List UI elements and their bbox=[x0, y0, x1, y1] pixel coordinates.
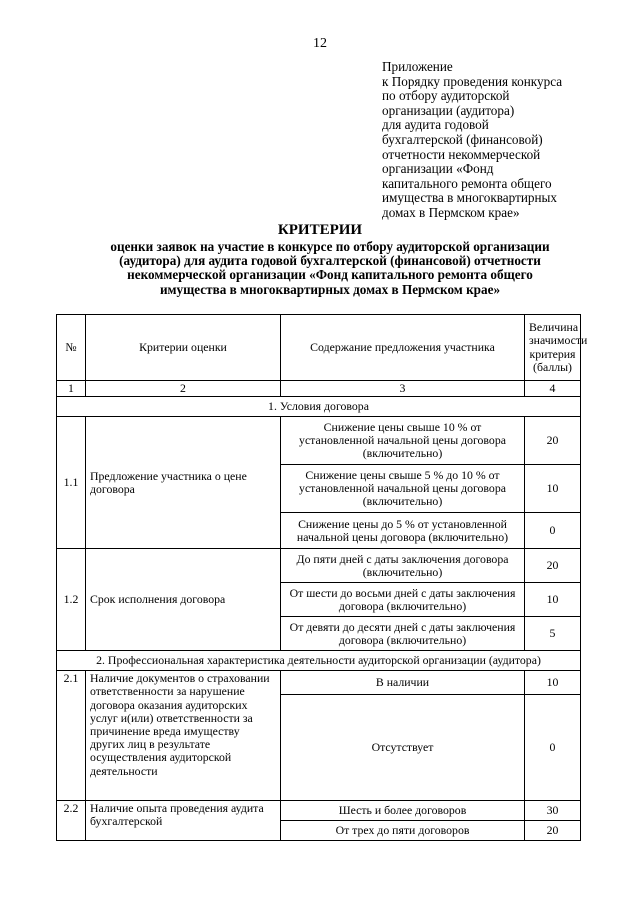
section-row bbox=[57, 397, 581, 417]
row-number: 1.2 bbox=[57, 549, 86, 651]
table-row bbox=[57, 417, 581, 465]
col-number: 3 bbox=[281, 381, 525, 397]
header-criteria: Критерии оценки bbox=[86, 315, 281, 381]
option-score: 5 bbox=[525, 617, 581, 651]
option-text: Шесть и более договоров bbox=[281, 801, 525, 821]
option-score: 20 bbox=[525, 417, 581, 465]
table-row bbox=[57, 671, 581, 695]
subtitle-line: (аудитора) для аудита годовой бухгалтерской (финансовой) отчетности bbox=[119, 253, 541, 269]
subtitle-line: имущества в многоквартирных домах в Пермском крае» bbox=[159, 281, 501, 297]
appendix-line: бухгалтерской (финансовой) bbox=[382, 131, 543, 147]
option-text: От девяти до десяти дней с даты заключения договора (включительно) bbox=[281, 617, 525, 651]
document-subtitle bbox=[60, 240, 600, 297]
appendix-line: к Порядку проведения конкурса bbox=[382, 73, 563, 89]
option-text: От трех до пяти договоров bbox=[281, 821, 525, 841]
option-score: 0 bbox=[525, 695, 581, 801]
table-row bbox=[57, 801, 581, 821]
column-number-row bbox=[57, 381, 581, 397]
option-text: Снижение цены свыше 10 % от установленной начальной цены договора (включительно) bbox=[281, 417, 525, 465]
appendix-line: имущества в многоквартирных bbox=[382, 190, 558, 206]
row-number: 2.2 bbox=[57, 801, 86, 841]
row-number: 1.1 bbox=[57, 417, 86, 549]
option-score: 30 bbox=[525, 801, 581, 821]
row-number: 2.1 bbox=[57, 671, 86, 801]
header-value: Величина значимости критерия (баллы) bbox=[525, 315, 581, 381]
appendix-line: домах в Пермском крае» bbox=[382, 204, 520, 220]
option-text: От шести до восьми дней с даты заключения договора (включительно) bbox=[281, 583, 525, 617]
option-score: 10 bbox=[525, 465, 581, 513]
page-number: 12 bbox=[313, 36, 327, 51]
appendix-line: организации (аудитора) bbox=[382, 102, 515, 118]
section-row bbox=[57, 651, 581, 671]
appendix-line: капитального ремонта общего bbox=[382, 175, 552, 191]
subtitle-line: оценки заявок на участие в конкурсе по отбору аудиторской организации bbox=[110, 239, 550, 254]
appendix-line: по отбору аудиторской bbox=[382, 88, 510, 104]
criteria-name: Наличие документов о страховании ответственности за нарушение договора оказания аудиторских услуг и(или) ответственности за причинение вреда имуществу других лиц в результате осуществления аудиторской деятельности bbox=[86, 671, 281, 801]
appendix-note bbox=[382, 60, 622, 221]
appendix-line: отчетности некоммерческой bbox=[382, 146, 541, 162]
criteria-name: Предложение участника о цене договора bbox=[86, 417, 281, 549]
option-text: Отсутствует bbox=[281, 695, 525, 801]
subtitle-line: некоммерческой организации «Фонд капитального ремонта общего bbox=[127, 267, 533, 283]
col-number: 2 bbox=[86, 381, 281, 397]
option-text: В наличии bbox=[281, 671, 525, 695]
header-num: № bbox=[57, 315, 86, 381]
col-number: 1 bbox=[57, 381, 86, 397]
option-score: 20 bbox=[525, 549, 581, 583]
col-number: 4 bbox=[525, 381, 581, 397]
appendix-line: для аудита годовой bbox=[382, 117, 489, 133]
section-title: 1. Условия договора bbox=[57, 397, 581, 417]
criteria-name: Наличие опыта проведения аудита бухгалтерской bbox=[86, 801, 281, 841]
header-row bbox=[57, 315, 581, 381]
option-text: До пяти дней с даты заключения договора (включительно) bbox=[281, 549, 525, 583]
appendix-line: организации «Фонд bbox=[382, 161, 494, 177]
option-text: Снижение цены до 5 % от установленной начальной цены договора (включительно) bbox=[281, 513, 525, 549]
appendix-line: Приложение bbox=[382, 59, 453, 74]
option-score: 0 bbox=[525, 513, 581, 549]
option-score: 10 bbox=[525, 671, 581, 695]
section-title: 2. Профессиональная характеристика деятельности аудиторской организации (аудитора) bbox=[57, 651, 581, 671]
document-title: КРИТЕРИИ bbox=[277, 222, 363, 238]
table-row bbox=[57, 549, 581, 583]
option-score: 20 bbox=[525, 821, 581, 841]
option-score: 10 bbox=[525, 583, 581, 617]
criteria-table bbox=[56, 314, 588, 841]
header-content: Содержание предложения участника bbox=[281, 315, 525, 381]
criteria-name: Срок исполнения договора bbox=[86, 549, 281, 651]
option-text: Снижение цены свыше 5 % до 10 % от установленной начальной цены договора (включительно) bbox=[281, 465, 525, 513]
